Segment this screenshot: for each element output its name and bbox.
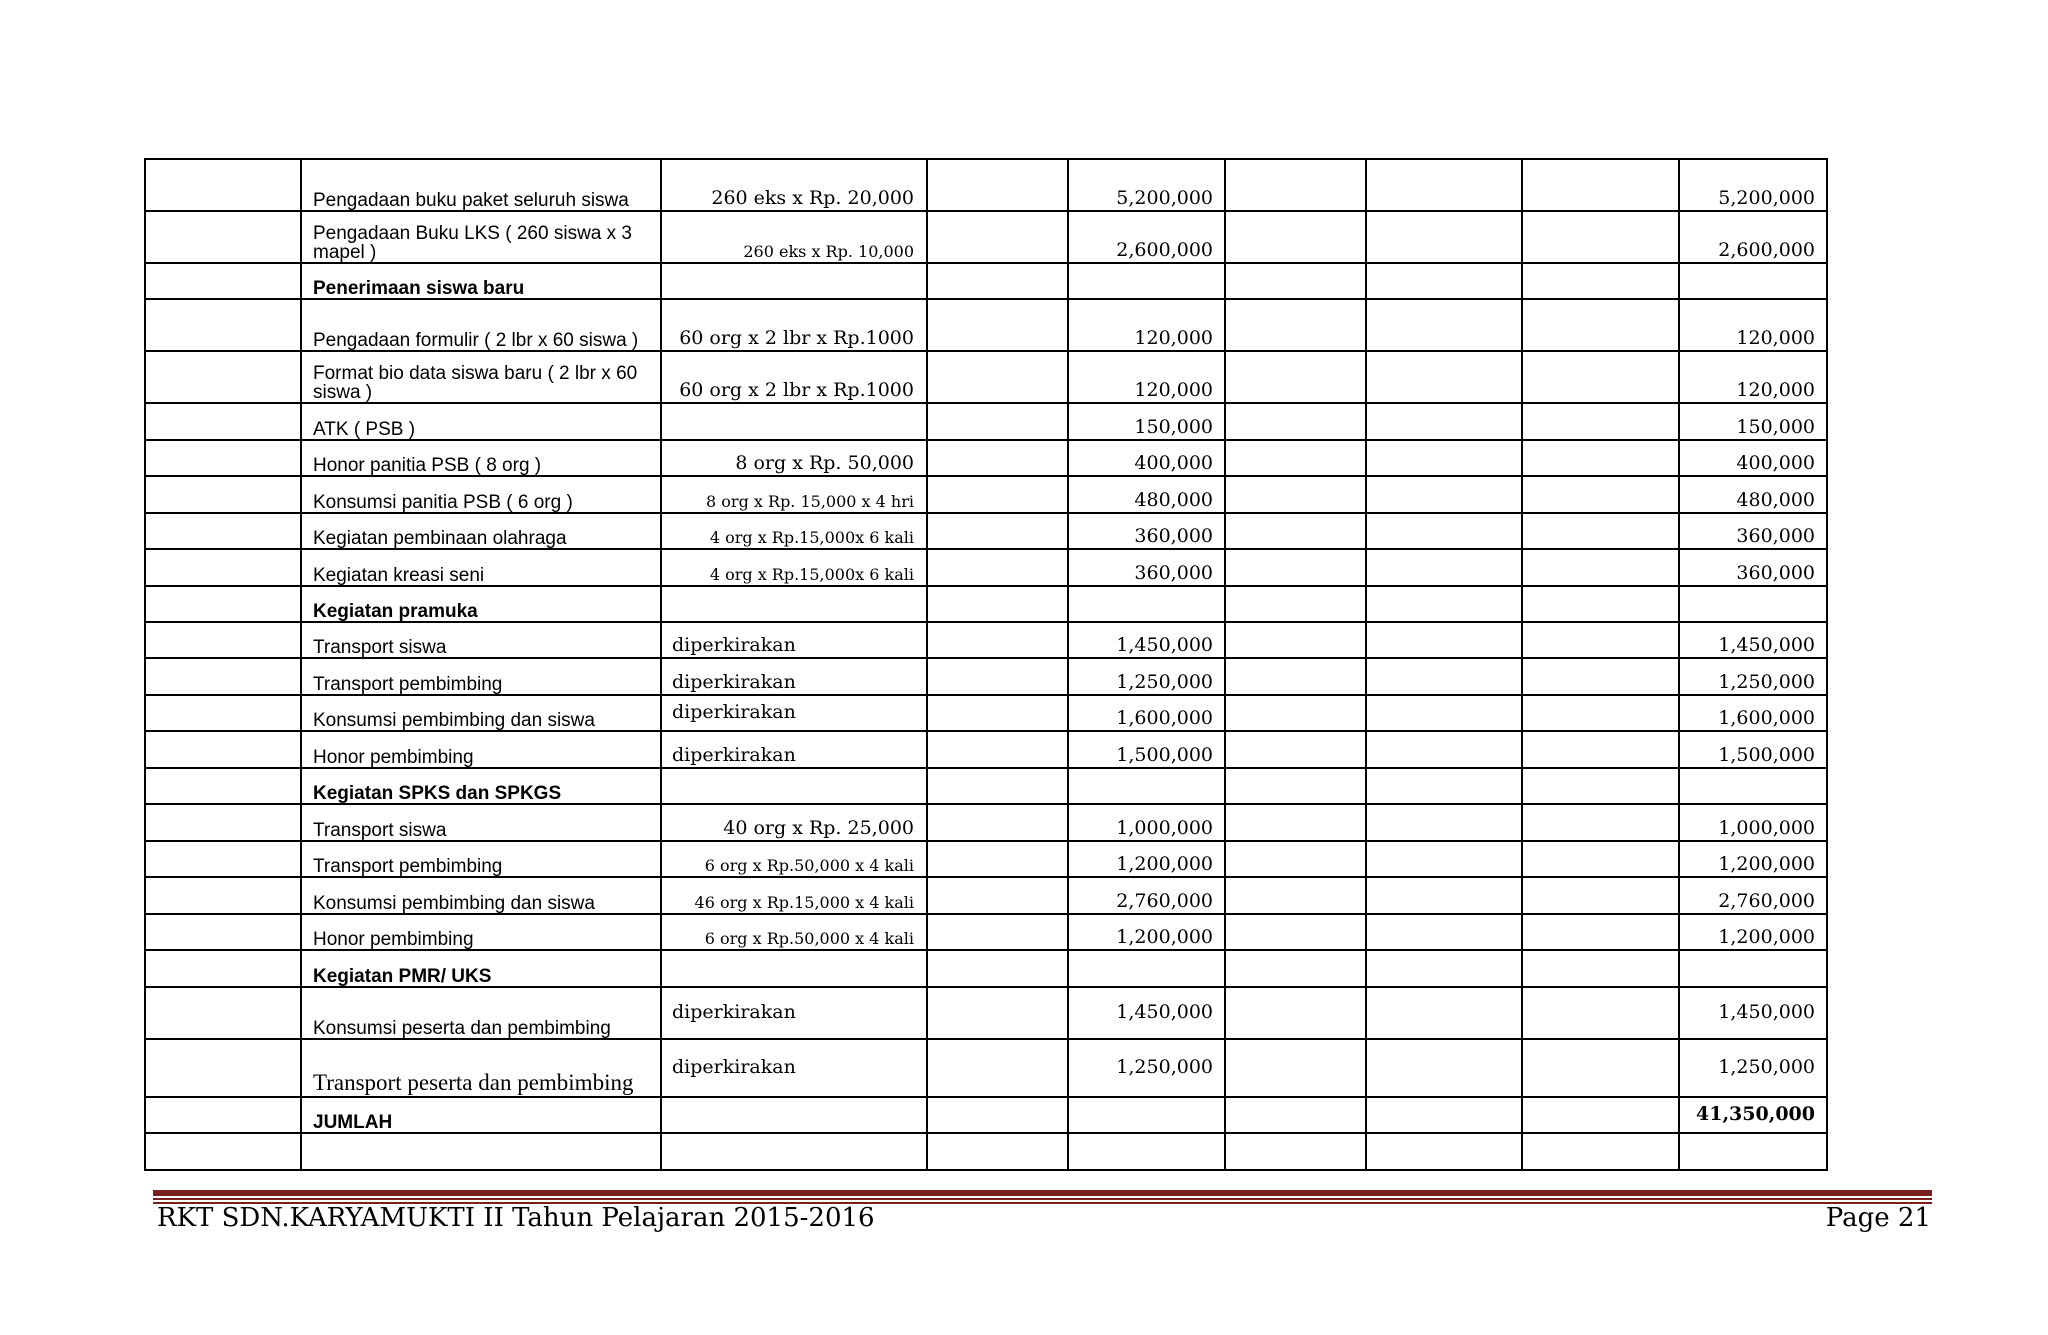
- table-cell: [1522, 841, 1679, 877]
- table-row: [145, 622, 1827, 658]
- table-row: [145, 263, 1827, 299]
- item-cell: Transport peserta dan pembimbing: [301, 1039, 661, 1097]
- table-cell: [1225, 804, 1366, 841]
- table-cell: [1366, 549, 1522, 586]
- table-cell: [1522, 440, 1679, 476]
- amount-cell: 120,000: [1068, 299, 1225, 351]
- amount-cell: 1,500,000: [1068, 731, 1225, 768]
- table-cell: [1225, 159, 1366, 211]
- table-cell: [1068, 586, 1225, 622]
- table-cell: [927, 403, 1068, 440]
- volume-cell: diperkirakan: [661, 1039, 927, 1097]
- table-row: [145, 403, 1827, 440]
- table-cell: [927, 658, 1068, 695]
- table-cell: [1225, 549, 1366, 586]
- table-cell: [927, 1097, 1068, 1133]
- amount-cell: 1,200,000: [1068, 914, 1225, 950]
- total-cell: 1,200,000: [1679, 914, 1827, 950]
- table-cell: [927, 914, 1068, 950]
- table-cell: [1225, 211, 1366, 263]
- table-cell: [1225, 299, 1366, 351]
- volume-cell: diperkirakan: [661, 695, 927, 731]
- total-cell: 1,600,000: [1679, 695, 1827, 731]
- table-cell: [1366, 476, 1522, 513]
- table-cell: [145, 987, 301, 1039]
- amount-cell: 150,000: [1068, 403, 1225, 440]
- section-heading: Penerimaan siswa baru: [301, 263, 661, 299]
- volume-cell: diperkirakan: [661, 622, 927, 658]
- volume-cell: [661, 403, 927, 440]
- table-cell: [145, 586, 301, 622]
- volume-cell: diperkirakan: [661, 731, 927, 768]
- budget-table: [144, 158, 1828, 1171]
- table-cell: [1522, 877, 1679, 914]
- table-cell: [927, 351, 1068, 403]
- table-cell: [1225, 1097, 1366, 1133]
- amount-cell: 1,450,000: [1068, 987, 1225, 1039]
- amount-cell: 1,600,000: [1068, 695, 1225, 731]
- table-cell: [1068, 1097, 1225, 1133]
- table-cell: [661, 263, 927, 299]
- table-cell: [1225, 622, 1366, 658]
- volume-cell: 260 eks x Rp. 10,000: [661, 211, 927, 263]
- table-cell: [1679, 950, 1827, 987]
- table-cell: [301, 1133, 661, 1170]
- table-cell: [1366, 1039, 1522, 1097]
- table-cell: [1068, 263, 1225, 299]
- table-cell: [145, 658, 301, 695]
- table-row: [145, 914, 1827, 950]
- item-cell: Kegiatan kreasi seni: [301, 549, 661, 586]
- item-cell: Honor pembimbing: [301, 731, 661, 768]
- volume-cell: 60 org x 2 lbr x Rp.1000: [661, 299, 927, 351]
- amount-cell: 1,250,000: [1068, 658, 1225, 695]
- table-cell: [1225, 1133, 1366, 1170]
- table-cell: [1522, 549, 1679, 586]
- table-cell: [1366, 987, 1522, 1039]
- table-cell: [1366, 768, 1522, 804]
- table-cell: [661, 1133, 927, 1170]
- item-cell: Transport siswa: [301, 804, 661, 841]
- table-cell: [145, 440, 301, 476]
- grand-total-cell: 41,350,000: [1679, 1097, 1827, 1133]
- table-cell: [1225, 768, 1366, 804]
- item-cell: Honor panitia PSB ( 8 org ): [301, 440, 661, 476]
- volume-cell: 40 org x Rp. 25,000: [661, 804, 927, 841]
- table-cell: [927, 841, 1068, 877]
- total-cell: 1,250,000: [1679, 1039, 1827, 1097]
- amount-cell: 1,450,000: [1068, 622, 1225, 658]
- total-cell: 2,600,000: [1679, 211, 1827, 263]
- table-cell: [145, 1097, 301, 1133]
- item-cell: Konsumsi peserta dan pembimbing: [301, 987, 661, 1039]
- table-cell: [145, 768, 301, 804]
- table-cell: [1225, 351, 1366, 403]
- table-cell: [145, 804, 301, 841]
- table-row: [145, 987, 1827, 1039]
- total-cell: 360,000: [1679, 549, 1827, 586]
- table-cell: [1225, 695, 1366, 731]
- table-cell: [1522, 513, 1679, 549]
- table-cell: [1366, 440, 1522, 476]
- table-cell: [1366, 841, 1522, 877]
- table-row: [145, 950, 1827, 987]
- amount-cell: 1,200,000: [1068, 841, 1225, 877]
- table-cell: [927, 877, 1068, 914]
- table-cell: [1522, 1097, 1679, 1133]
- table-cell: [1068, 768, 1225, 804]
- amount-cell: 360,000: [1068, 513, 1225, 549]
- volume-cell: 8 org x Rp. 50,000: [661, 440, 927, 476]
- table-cell: [1225, 476, 1366, 513]
- volume-cell: diperkirakan: [661, 987, 927, 1039]
- table-cell: [927, 263, 1068, 299]
- table-row: [145, 877, 1827, 914]
- table-row: [145, 299, 1827, 351]
- table-cell: [927, 950, 1068, 987]
- table-cell: [927, 622, 1068, 658]
- amount-cell: 480,000: [1068, 476, 1225, 513]
- item-cell: Transport siswa: [301, 622, 661, 658]
- total-cell: 1,500,000: [1679, 731, 1827, 768]
- total-label: JUMLAH: [301, 1097, 661, 1133]
- table-cell: [145, 914, 301, 950]
- table-cell: [1522, 950, 1679, 987]
- section-heading: Kegiatan PMR/ UKS: [301, 950, 661, 987]
- table-cell: [1225, 877, 1366, 914]
- table-cell: [1366, 1097, 1522, 1133]
- table-cell: [1225, 950, 1366, 987]
- amount-cell: 400,000: [1068, 440, 1225, 476]
- table-row: [145, 476, 1827, 513]
- amount-cell: 120,000: [1068, 351, 1225, 403]
- table-cell: [1366, 351, 1522, 403]
- table-cell: [1068, 950, 1225, 987]
- table-row: [145, 549, 1827, 586]
- table-row: [145, 841, 1827, 877]
- table-cell: [1522, 658, 1679, 695]
- table-cell: [1366, 877, 1522, 914]
- total-cell: 120,000: [1679, 351, 1827, 403]
- amount-cell: 5,200,000: [1068, 159, 1225, 211]
- table-cell: [1522, 159, 1679, 211]
- table-cell: [1522, 804, 1679, 841]
- volume-cell: 6 org x Rp.50,000 x 4 kali: [661, 914, 927, 950]
- amount-cell: 1,250,000: [1068, 1039, 1225, 1097]
- table-cell: [1225, 914, 1366, 950]
- item-cell: Transport pembimbing: [301, 841, 661, 877]
- table-cell: [927, 159, 1068, 211]
- table-cell: [1366, 914, 1522, 950]
- table-row: [145, 731, 1827, 768]
- table-row: [145, 768, 1827, 804]
- table-cell: [927, 987, 1068, 1039]
- table-cell: [1225, 1039, 1366, 1097]
- table-cell: [927, 731, 1068, 768]
- table-row: [145, 211, 1827, 263]
- table-cell: [1679, 263, 1827, 299]
- table-row: [145, 658, 1827, 695]
- total-cell: 1,200,000: [1679, 841, 1827, 877]
- section-heading: Kegiatan pramuka: [301, 586, 661, 622]
- table-cell: [145, 263, 301, 299]
- table-cell: [1522, 476, 1679, 513]
- table-row: [145, 159, 1827, 211]
- table-cell: [927, 513, 1068, 549]
- table-cell: [145, 622, 301, 658]
- volume-cell: diperkirakan: [661, 658, 927, 695]
- total-cell: 1,250,000: [1679, 658, 1827, 695]
- table-cell: [1679, 1133, 1827, 1170]
- table-cell: [145, 877, 301, 914]
- item-cell: ATK ( PSB ): [301, 403, 661, 440]
- total-cell: 480,000: [1679, 476, 1827, 513]
- table-cell: [1366, 1133, 1522, 1170]
- table-cell: [145, 549, 301, 586]
- amount-cell: 1,000,000: [1068, 804, 1225, 841]
- table-row: [145, 1133, 1827, 1170]
- footer-title: RKT SDN.KARYAMUKTI II Tahun Pelajaran 2015-2016: [157, 1203, 875, 1233]
- amount-cell: 2,760,000: [1068, 877, 1225, 914]
- table-cell: [1225, 263, 1366, 299]
- table-cell: [1522, 299, 1679, 351]
- table-cell: [145, 950, 301, 987]
- table-cell: [1366, 658, 1522, 695]
- table-cell: [1366, 622, 1522, 658]
- item-cell: Transport pembimbing: [301, 658, 661, 695]
- item-cell: Format bio data siswa baru ( 2 lbr x 60 siswa ): [301, 351, 661, 403]
- table-cell: [1366, 299, 1522, 351]
- table-cell: [1225, 440, 1366, 476]
- item-cell: Konsumsi panitia PSB ( 6 org ): [301, 476, 661, 513]
- table-cell: [1366, 403, 1522, 440]
- table-cell: [1366, 804, 1522, 841]
- table-cell: [927, 768, 1068, 804]
- table-cell: [145, 1039, 301, 1097]
- table-cell: [145, 403, 301, 440]
- table-row: [145, 695, 1827, 731]
- table-cell: [927, 299, 1068, 351]
- table-cell: [1522, 695, 1679, 731]
- table-cell: [927, 211, 1068, 263]
- table-cell: [927, 440, 1068, 476]
- table-row: [145, 586, 1827, 622]
- table-cell: [1225, 586, 1366, 622]
- section-heading: Kegiatan SPKS dan SPKGS: [301, 768, 661, 804]
- table-cell: [145, 841, 301, 877]
- table-cell: [145, 513, 301, 549]
- table-cell: [1225, 658, 1366, 695]
- table-cell: [927, 1133, 1068, 1170]
- table-cell: [1366, 695, 1522, 731]
- table-cell: [1522, 731, 1679, 768]
- table-cell: [927, 804, 1068, 841]
- table-cell: [145, 731, 301, 768]
- table-cell: [1522, 586, 1679, 622]
- total-cell: 120,000: [1679, 299, 1827, 351]
- table-cell: [661, 1097, 927, 1133]
- table-row: [145, 351, 1827, 403]
- amount-cell: 360,000: [1068, 549, 1225, 586]
- total-cell: 1,000,000: [1679, 804, 1827, 841]
- total-cell: 5,200,000: [1679, 159, 1827, 211]
- volume-cell: 60 org x 2 lbr x Rp.1000: [661, 351, 927, 403]
- table-cell: [661, 586, 927, 622]
- volume-cell: 4 org x Rp.15,000x 6 kali: [661, 549, 927, 586]
- table-cell: [145, 1133, 301, 1170]
- table-cell: [927, 549, 1068, 586]
- table-cell: [1522, 351, 1679, 403]
- table-cell: [1225, 987, 1366, 1039]
- volume-cell: 46 org x Rp.15,000 x 4 kali: [661, 877, 927, 914]
- table-row: [145, 804, 1827, 841]
- total-cell: 360,000: [1679, 513, 1827, 549]
- table-cell: [1366, 731, 1522, 768]
- volume-cell: 6 org x Rp.50,000 x 4 kali: [661, 841, 927, 877]
- table-cell: [661, 768, 927, 804]
- table-cell: [1366, 950, 1522, 987]
- table-cell: [145, 476, 301, 513]
- table-row: [145, 1097, 1827, 1133]
- table-cell: [1225, 841, 1366, 877]
- table-row: [145, 440, 1827, 476]
- table-cell: [1522, 987, 1679, 1039]
- page-number: Page 21: [1825, 1203, 1931, 1233]
- table-row: [145, 513, 1827, 549]
- table-cell: [1366, 159, 1522, 211]
- table-cell: [1679, 586, 1827, 622]
- table-cell: [1225, 403, 1366, 440]
- table-cell: [1522, 768, 1679, 804]
- item-cell: Konsumsi pembimbing dan siswa: [301, 877, 661, 914]
- table-cell: [1366, 586, 1522, 622]
- table-cell: [1522, 263, 1679, 299]
- table-cell: [927, 695, 1068, 731]
- table-cell: [145, 299, 301, 351]
- table-row: [145, 1039, 1827, 1097]
- total-cell: 1,450,000: [1679, 622, 1827, 658]
- table-cell: [1522, 622, 1679, 658]
- table-cell: [145, 159, 301, 211]
- table-cell: [1522, 1133, 1679, 1170]
- item-cell: Kegiatan pembinaan olahraga: [301, 513, 661, 549]
- table-cell: [927, 476, 1068, 513]
- table-cell: [1522, 211, 1679, 263]
- table-cell: [1225, 731, 1366, 768]
- total-cell: 400,000: [1679, 440, 1827, 476]
- item-cell: Pengadaan formulir ( 2 lbr x 60 siswa ): [301, 299, 661, 351]
- table-cell: [1366, 211, 1522, 263]
- total-cell: 1,450,000: [1679, 987, 1827, 1039]
- item-cell: Honor pembimbing: [301, 914, 661, 950]
- table-cell: [661, 950, 927, 987]
- volume-cell: 4 org x Rp.15,000x 6 kali: [661, 513, 927, 549]
- item-cell: Konsumsi pembimbing dan siswa: [301, 695, 661, 731]
- volume-cell: 8 org x Rp. 15,000 x 4 hri: [661, 476, 927, 513]
- table-cell: [1522, 914, 1679, 950]
- table-cell: [1068, 1133, 1225, 1170]
- table-cell: [927, 586, 1068, 622]
- table-cell: [1366, 513, 1522, 549]
- table-cell: [145, 211, 301, 263]
- amount-cell: 2,600,000: [1068, 211, 1225, 263]
- table-cell: [145, 351, 301, 403]
- table-cell: [1522, 403, 1679, 440]
- table-cell: [1225, 513, 1366, 549]
- volume-cell: 260 eks x Rp. 20,000: [661, 159, 927, 211]
- table-cell: [927, 1039, 1068, 1097]
- footer-rule: [153, 1190, 1932, 1196]
- table-cell: [1522, 1039, 1679, 1097]
- table-cell: [145, 695, 301, 731]
- total-cell: 150,000: [1679, 403, 1827, 440]
- table-cell: [1679, 768, 1827, 804]
- total-cell: 2,760,000: [1679, 877, 1827, 914]
- item-cell: Pengadaan Buku LKS ( 260 siswa x 3 mapel ): [301, 211, 661, 263]
- item-cell: Pengadaan buku paket seluruh siswa: [301, 159, 661, 211]
- table-cell: [1366, 263, 1522, 299]
